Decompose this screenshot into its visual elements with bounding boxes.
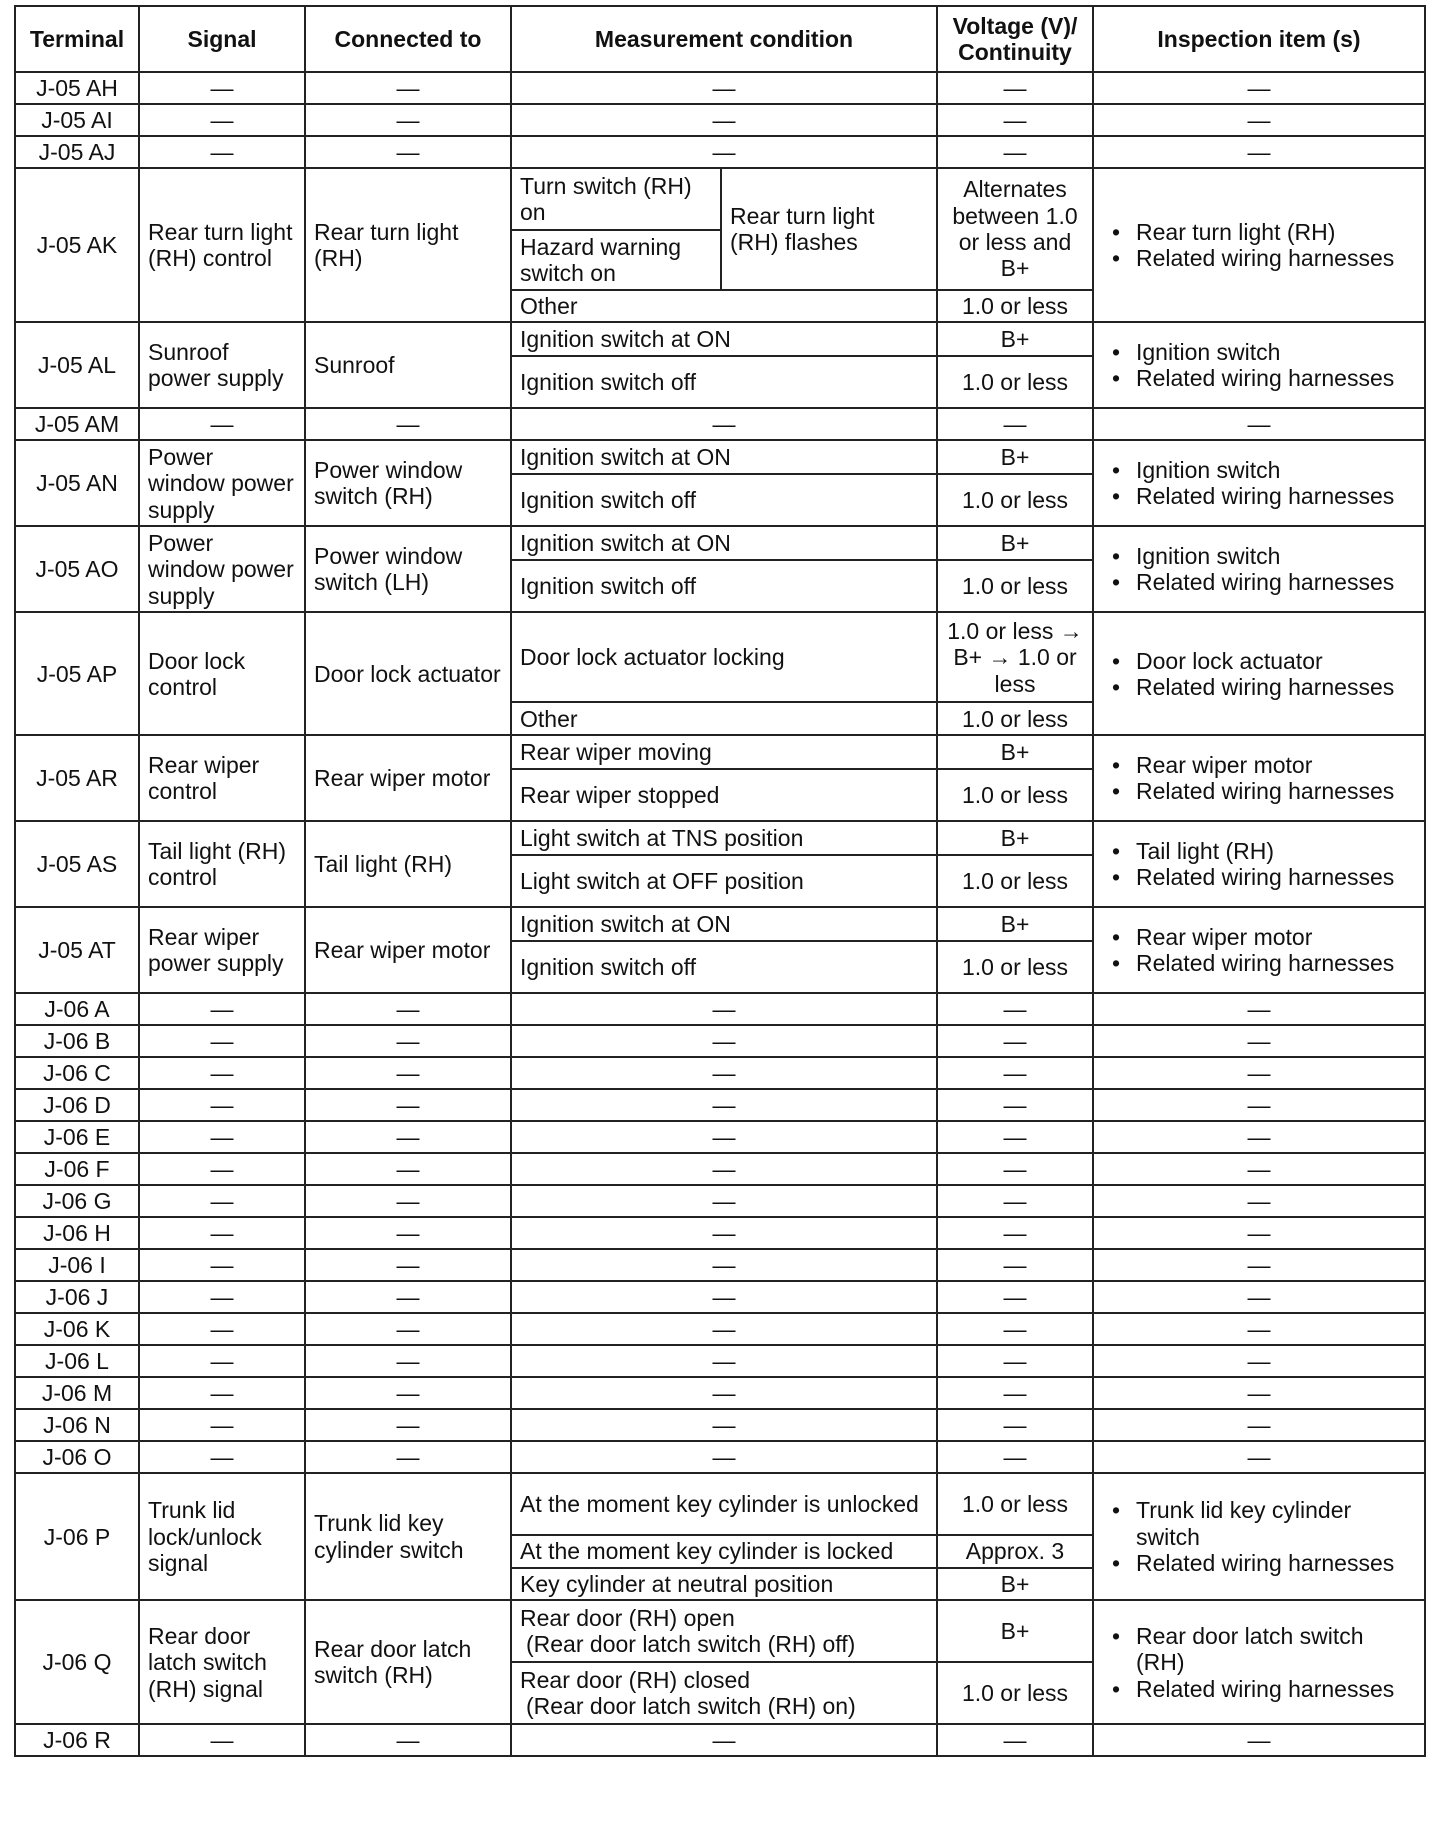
dash-cell: — bbox=[139, 1345, 305, 1377]
dash-cell: — bbox=[511, 1313, 937, 1345]
table-row bbox=[15, 104, 1425, 136]
dash-cell: — bbox=[305, 993, 511, 1025]
voltage-cell: B+ bbox=[937, 1600, 1093, 1662]
dash-cell: — bbox=[937, 1153, 1093, 1185]
voltage-cell: 1.0 or less bbox=[937, 941, 1093, 993]
voltage-cell: Approx. 3 bbox=[937, 1535, 1093, 1567]
table-row bbox=[15, 735, 1425, 769]
dash-cell: — bbox=[139, 72, 305, 104]
dash-cell: — bbox=[139, 1313, 305, 1345]
dash-cell: — bbox=[937, 1121, 1093, 1153]
condition-cell: Door lock actuator locking bbox=[511, 612, 937, 702]
condition-result-cell: Rear turn light (RH) flashes bbox=[721, 168, 937, 290]
dash-cell: — bbox=[305, 1281, 511, 1313]
signal-cell: Tail light (RH) control bbox=[139, 821, 305, 907]
terminal-cell: J-06 L bbox=[15, 1345, 139, 1377]
signal-cell: Rear turn light (RH) control bbox=[139, 168, 305, 322]
condition-cell: Ignition switch at ON bbox=[511, 907, 937, 941]
condition-cell: Turn switch (RH) on bbox=[511, 168, 721, 230]
table-row bbox=[15, 1281, 1425, 1313]
dash-cell: — bbox=[305, 408, 511, 440]
terminal-cell: J-06 D bbox=[15, 1089, 139, 1121]
terminal-cell: J-05 AN bbox=[15, 440, 139, 526]
table-row bbox=[15, 1057, 1425, 1089]
dash-cell: — bbox=[1093, 1057, 1425, 1089]
table-row bbox=[15, 1600, 1425, 1662]
condition-cell: At the moment key cylinder is locked bbox=[511, 1535, 937, 1567]
dash-cell: — bbox=[511, 1025, 937, 1057]
inspection-item: • Ignition switch bbox=[1102, 543, 1416, 569]
connected-cell: Door lock actuator bbox=[305, 612, 511, 735]
dash-cell: — bbox=[305, 1121, 511, 1153]
condition-cell: Rear wiper stopped bbox=[511, 769, 937, 821]
voltage-cell: 1.0 or less bbox=[937, 1662, 1093, 1724]
dash-cell: — bbox=[511, 1249, 937, 1281]
dash-cell: — bbox=[1093, 993, 1425, 1025]
terminal-cell: J-05 AL bbox=[15, 322, 139, 408]
inspection-cell bbox=[1093, 526, 1425, 612]
voltage-cell: 1.0 or less bbox=[937, 855, 1093, 907]
dash-cell: — bbox=[1093, 1185, 1425, 1217]
dash-cell: — bbox=[937, 1217, 1093, 1249]
dash-cell: — bbox=[937, 104, 1093, 136]
dash-cell: — bbox=[937, 1409, 1093, 1441]
terminal-cell: J-05 AT bbox=[15, 907, 139, 993]
header-measurement-condition: Measurement condition bbox=[511, 6, 937, 72]
dash-cell: — bbox=[511, 72, 937, 104]
connected-cell: Trunk lid key cylinder switch bbox=[305, 1473, 511, 1600]
inspection-item: • Related wiring harnesses bbox=[1102, 778, 1416, 804]
dash-cell: — bbox=[1093, 136, 1425, 168]
terminal-cell: J-06 N bbox=[15, 1409, 139, 1441]
header-voltage: Voltage (V)/ Continuity bbox=[937, 6, 1093, 72]
dash-cell: — bbox=[305, 1057, 511, 1089]
signal-cell: Trunk lid lock/unlock signal bbox=[139, 1473, 305, 1600]
condition-cell: Ignition switch off bbox=[511, 941, 937, 993]
inspection-item: • Related wiring harnesses bbox=[1102, 569, 1416, 595]
connected-cell: Power window switch (RH) bbox=[305, 440, 511, 526]
condition-cell: Ignition switch at ON bbox=[511, 526, 937, 560]
table-row bbox=[15, 1025, 1425, 1057]
dash-cell: — bbox=[305, 1345, 511, 1377]
dash-cell: — bbox=[937, 1313, 1093, 1345]
dash-cell: — bbox=[139, 1217, 305, 1249]
voltage-cell: 1.0 or less bbox=[937, 1473, 1093, 1535]
header-connected-to: Connected to bbox=[305, 6, 511, 72]
table-row bbox=[15, 322, 1425, 356]
dash-cell: — bbox=[937, 1057, 1093, 1089]
table-row bbox=[15, 1441, 1425, 1473]
dash-cell: — bbox=[937, 1345, 1093, 1377]
terminal-cell: J-06 O bbox=[15, 1441, 139, 1473]
dash-cell: — bbox=[937, 1089, 1093, 1121]
dash-cell: — bbox=[139, 1724, 305, 1756]
dash-cell: — bbox=[305, 104, 511, 136]
dash-cell: — bbox=[511, 1057, 937, 1089]
dash-cell: — bbox=[139, 1185, 305, 1217]
dash-cell: — bbox=[1093, 1377, 1425, 1409]
dash-cell: — bbox=[511, 136, 937, 168]
table-row bbox=[15, 408, 1425, 440]
terminal-cell: J-05 AR bbox=[15, 735, 139, 821]
dash-cell: — bbox=[937, 136, 1093, 168]
table-row bbox=[15, 440, 1425, 474]
dash-cell: — bbox=[1093, 1089, 1425, 1121]
terminal-cell: J-05 AS bbox=[15, 821, 139, 907]
dash-cell: — bbox=[1093, 1025, 1425, 1057]
signal-cell: Sunroof power supply bbox=[139, 322, 305, 408]
dash-cell: — bbox=[937, 1185, 1093, 1217]
voltage-cell: B+ bbox=[937, 735, 1093, 769]
inspection-cell bbox=[1093, 735, 1425, 821]
table-row bbox=[15, 136, 1425, 168]
dash-cell: — bbox=[937, 1441, 1093, 1473]
dash-cell: — bbox=[511, 1281, 937, 1313]
terminal-cell: J-05 AP bbox=[15, 612, 139, 735]
condition-line: Rear door (RH) open bbox=[520, 1604, 735, 1631]
dash-cell: — bbox=[139, 104, 305, 136]
dash-cell: — bbox=[1093, 408, 1425, 440]
condition-cell: Light switch at OFF position bbox=[511, 855, 937, 907]
voltage-cell: 1.0 or less bbox=[937, 290, 1093, 322]
table-row bbox=[15, 1249, 1425, 1281]
terminal-inspection-table bbox=[14, 5, 1426, 1757]
terminal-cell: J-06 I bbox=[15, 1249, 139, 1281]
header-inspection-items: Inspection item (s) bbox=[1093, 6, 1425, 72]
dash-cell: — bbox=[139, 1281, 305, 1313]
dash-cell: — bbox=[305, 1025, 511, 1057]
dash-cell: — bbox=[305, 1249, 511, 1281]
terminal-cell: J-06 R bbox=[15, 1724, 139, 1756]
inspection-item: • Related wiring harnesses bbox=[1102, 1676, 1416, 1702]
table-row bbox=[15, 1473, 1425, 1535]
table-row bbox=[15, 907, 1425, 941]
dash-cell: — bbox=[305, 1377, 511, 1409]
inspection-cell bbox=[1093, 821, 1425, 907]
signal-cell: Rear wiper control bbox=[139, 735, 305, 821]
terminal-cell: J-06 Q bbox=[15, 1600, 139, 1724]
dash-cell: — bbox=[1093, 1249, 1425, 1281]
dash-cell: — bbox=[1093, 1121, 1425, 1153]
dash-cell: — bbox=[511, 1185, 937, 1217]
dash-cell: — bbox=[305, 1153, 511, 1185]
dash-cell: — bbox=[511, 1345, 937, 1377]
inspection-cell bbox=[1093, 440, 1425, 526]
dash-cell: — bbox=[511, 104, 937, 136]
inspection-item: • Door lock actuator bbox=[1102, 648, 1416, 674]
voltage-cell: B+ bbox=[937, 1568, 1093, 1600]
terminal-cell: J-06 B bbox=[15, 1025, 139, 1057]
dash-cell: — bbox=[305, 72, 511, 104]
dash-cell: — bbox=[937, 408, 1093, 440]
table-row bbox=[15, 1377, 1425, 1409]
dash-cell: — bbox=[139, 136, 305, 168]
dash-cell: — bbox=[1093, 1217, 1425, 1249]
connected-cell: Power window switch (LH) bbox=[305, 526, 511, 612]
terminal-cell: J-06 J bbox=[15, 1281, 139, 1313]
condition-cell: Ignition switch off bbox=[511, 560, 937, 612]
inspection-cell bbox=[1093, 1600, 1425, 1724]
dash-cell: — bbox=[139, 1025, 305, 1057]
dash-cell: — bbox=[139, 993, 305, 1025]
signal-cell: Power window power supply bbox=[139, 440, 305, 526]
inspection-item: • Trunk lid key cylinder switch bbox=[1102, 1497, 1416, 1550]
inspection-item: • Rear turn light (RH) bbox=[1102, 219, 1416, 245]
inspection-cell bbox=[1093, 168, 1425, 322]
connected-cell: Sunroof bbox=[305, 322, 511, 408]
inspection-item: • Ignition switch bbox=[1102, 339, 1416, 365]
condition-line: (Rear door latch switch (RH) on) bbox=[526, 1693, 856, 1720]
dash-cell: — bbox=[1093, 1281, 1425, 1313]
inspection-item: • Tail light (RH) bbox=[1102, 838, 1416, 864]
dash-cell: — bbox=[937, 1724, 1093, 1756]
inspection-table-sheet bbox=[14, 5, 1424, 1757]
voltage-cell: 1.0 or less bbox=[937, 702, 1093, 735]
condition-cell bbox=[511, 1600, 937, 1662]
voltage-cell: B+ bbox=[937, 526, 1093, 560]
dash-cell: — bbox=[937, 72, 1093, 104]
voltage-cell: 1.0 or less bbox=[937, 356, 1093, 408]
terminal-cell: J-06 G bbox=[15, 1185, 139, 1217]
terminal-cell: J-05 AO bbox=[15, 526, 139, 612]
inspection-cell bbox=[1093, 1473, 1425, 1600]
dash-cell: — bbox=[139, 408, 305, 440]
signal-cell: Door lock control bbox=[139, 612, 305, 735]
voltage-cell: Alternates between 1.0 or less and B+ bbox=[937, 168, 1093, 290]
dash-cell: — bbox=[511, 993, 937, 1025]
dash-cell: — bbox=[937, 1377, 1093, 1409]
condition-line: (Rear door latch switch (RH) off) bbox=[526, 1631, 856, 1658]
dash-cell: — bbox=[511, 1217, 937, 1249]
connected-cell: Rear wiper motor bbox=[305, 735, 511, 821]
table-row bbox=[15, 1089, 1425, 1121]
table-row bbox=[15, 168, 1425, 230]
inspection-item: • Related wiring harnesses bbox=[1102, 674, 1416, 700]
table-row bbox=[15, 821, 1425, 855]
condition-cell: At the moment key cylinder is unlocked bbox=[511, 1473, 937, 1535]
voltage-cell: B+ bbox=[937, 440, 1093, 474]
voltage-cell: 1.0 or less bbox=[937, 474, 1093, 526]
dash-cell: — bbox=[511, 1377, 937, 1409]
terminal-cell: J-06 P bbox=[15, 1473, 139, 1600]
dash-cell: — bbox=[511, 1153, 937, 1185]
voltage-cell: B+ bbox=[937, 907, 1093, 941]
inspection-item: • Ignition switch bbox=[1102, 457, 1416, 483]
terminal-cell: J-05 AJ bbox=[15, 136, 139, 168]
dash-cell: — bbox=[139, 1089, 305, 1121]
terminal-cell: J-06 H bbox=[15, 1217, 139, 1249]
inspection-item: • Related wiring harnesses bbox=[1102, 864, 1416, 890]
inspection-item: • Related wiring harnesses bbox=[1102, 950, 1416, 976]
inspection-item: • Rear door latch switch (RH) bbox=[1102, 1623, 1416, 1676]
dash-cell: — bbox=[305, 1217, 511, 1249]
inspection-item: • Related wiring harnesses bbox=[1102, 483, 1416, 509]
inspection-item: • Related wiring harnesses bbox=[1102, 245, 1416, 271]
dash-cell: — bbox=[305, 1089, 511, 1121]
table-row bbox=[15, 1313, 1425, 1345]
inspection-item: • Related wiring harnesses bbox=[1102, 365, 1416, 391]
dash-cell: — bbox=[511, 1409, 937, 1441]
table-row bbox=[15, 1153, 1425, 1185]
condition-cell: Ignition switch off bbox=[511, 474, 937, 526]
signal-cell: Power window power supply bbox=[139, 526, 305, 612]
inspection-item: • Rear wiper motor bbox=[1102, 924, 1416, 950]
table-row bbox=[15, 612, 1425, 702]
voltage-cell: B+ bbox=[937, 821, 1093, 855]
dash-cell: — bbox=[139, 1377, 305, 1409]
dash-cell: — bbox=[511, 1121, 937, 1153]
dash-cell: — bbox=[305, 1185, 511, 1217]
inspection-item: • Rear wiper motor bbox=[1102, 752, 1416, 778]
dash-cell: — bbox=[937, 1025, 1093, 1057]
table-row bbox=[15, 993, 1425, 1025]
dash-cell: — bbox=[305, 136, 511, 168]
dash-cell: — bbox=[1093, 1313, 1425, 1345]
terminal-cell: J-06 A bbox=[15, 993, 139, 1025]
dash-cell: — bbox=[305, 1409, 511, 1441]
terminal-cell: J-05 AK bbox=[15, 168, 139, 322]
terminal-cell: J-05 AI bbox=[15, 104, 139, 136]
table-row bbox=[15, 526, 1425, 560]
header-signal: Signal bbox=[139, 6, 305, 72]
condition-cell: Ignition switch at ON bbox=[511, 440, 937, 474]
terminal-cell: J-05 AM bbox=[15, 408, 139, 440]
header-row bbox=[15, 6, 1425, 72]
voltage-cell: 1.0 or less bbox=[937, 769, 1093, 821]
inspection-cell bbox=[1093, 907, 1425, 993]
condition-cell: Other bbox=[511, 290, 937, 322]
dash-cell: — bbox=[1093, 1153, 1425, 1185]
inspection-cell bbox=[1093, 612, 1425, 735]
dash-cell: — bbox=[511, 1089, 937, 1121]
connected-cell: Rear wiper motor bbox=[305, 907, 511, 993]
terminal-cell: J-05 AH bbox=[15, 72, 139, 104]
inspection-item: • Related wiring harnesses bbox=[1102, 1550, 1416, 1576]
dash-cell: — bbox=[139, 1249, 305, 1281]
table-row bbox=[15, 1345, 1425, 1377]
connected-cell: Rear turn light (RH) bbox=[305, 168, 511, 322]
condition-cell bbox=[511, 1662, 937, 1724]
connected-cell: Rear door latch switch (RH) bbox=[305, 1600, 511, 1724]
signal-cell: Rear wiper power supply bbox=[139, 907, 305, 993]
connected-cell: Tail light (RH) bbox=[305, 821, 511, 907]
table-row bbox=[15, 1724, 1425, 1756]
condition-line: Rear door (RH) closed bbox=[520, 1666, 751, 1693]
condition-cell: Other bbox=[511, 702, 937, 735]
table-row bbox=[15, 1217, 1425, 1249]
dash-cell: — bbox=[1093, 1724, 1425, 1756]
voltage-cell: 1.0 or less → B+ → 1.0 or less bbox=[937, 612, 1093, 702]
dash-cell: — bbox=[1093, 1409, 1425, 1441]
dash-cell: — bbox=[139, 1409, 305, 1441]
signal-cell: Rear door latch switch (RH) signal bbox=[139, 1600, 305, 1724]
condition-cell: Key cylinder at neutral position bbox=[511, 1568, 937, 1600]
terminal-cell: J-06 E bbox=[15, 1121, 139, 1153]
header-terminal: Terminal bbox=[15, 6, 139, 72]
terminal-cell: J-06 C bbox=[15, 1057, 139, 1089]
dash-cell: — bbox=[139, 1441, 305, 1473]
dash-cell: — bbox=[937, 1281, 1093, 1313]
table-row bbox=[15, 1121, 1425, 1153]
condition-cell: Hazard warning switch on bbox=[511, 230, 721, 290]
dash-cell: — bbox=[1093, 1345, 1425, 1377]
terminal-cell: J-06 F bbox=[15, 1153, 139, 1185]
inspection-cell bbox=[1093, 322, 1425, 408]
table-row bbox=[15, 1185, 1425, 1217]
dash-cell: — bbox=[937, 1249, 1093, 1281]
table-row bbox=[15, 72, 1425, 104]
dash-cell: — bbox=[305, 1441, 511, 1473]
dash-cell: — bbox=[139, 1057, 305, 1089]
dash-cell: — bbox=[511, 408, 937, 440]
table-row bbox=[15, 1409, 1425, 1441]
condition-cell: Ignition switch off bbox=[511, 356, 937, 408]
terminal-cell: J-06 M bbox=[15, 1377, 139, 1409]
dash-cell: — bbox=[1093, 72, 1425, 104]
dash-cell: — bbox=[305, 1313, 511, 1345]
dash-cell: — bbox=[511, 1724, 937, 1756]
condition-cell: Ignition switch at ON bbox=[511, 322, 937, 356]
terminal-cell: J-06 K bbox=[15, 1313, 139, 1345]
dash-cell: — bbox=[305, 1724, 511, 1756]
dash-cell: — bbox=[139, 1153, 305, 1185]
dash-cell: — bbox=[139, 1121, 305, 1153]
dash-cell: — bbox=[937, 993, 1093, 1025]
voltage-cell: B+ bbox=[937, 322, 1093, 356]
dash-cell: — bbox=[1093, 104, 1425, 136]
condition-cell: Light switch at TNS position bbox=[511, 821, 937, 855]
voltage-cell: 1.0 or less bbox=[937, 560, 1093, 612]
dash-cell: — bbox=[1093, 1441, 1425, 1473]
dash-cell: — bbox=[511, 1441, 937, 1473]
condition-cell: Rear wiper moving bbox=[511, 735, 937, 769]
